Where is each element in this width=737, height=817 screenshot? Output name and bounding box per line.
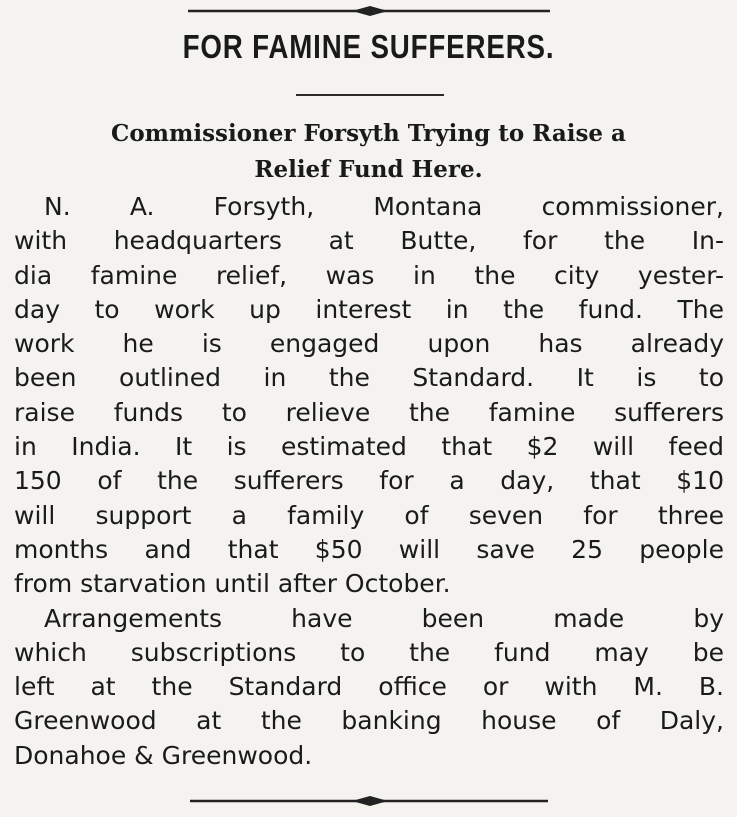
paragraph-1 (14, 190, 724, 602)
article-line: left at the Standard office or with M. B. (14, 672, 724, 702)
headline-divider (296, 94, 444, 96)
article-body (14, 190, 724, 773)
article-line: raise funds to relieve the famine sufferers (14, 397, 724, 427)
article-line: with headquarters at Butte, for the In- (14, 226, 724, 256)
article-line: day to work up interest in the fund. The (14, 294, 724, 324)
article-line: months and that $50 will save 25 people (14, 534, 724, 564)
headline: FOR FAMINE SUFFERERS. (182, 28, 555, 65)
article-line: 150 of the sufferers for a day, that $10 (14, 466, 724, 496)
subheadline (10, 116, 727, 188)
article-line: will support a family of seven for three (14, 500, 724, 530)
article-line: from starvation until after October. (14, 569, 451, 599)
article-line: work he is engaged upon has already (14, 329, 724, 359)
article-line: Greenwood at the banking house of Daly, (14, 706, 724, 736)
article-line: Donahoe & Greenwood. (14, 740, 313, 770)
top-decorative-rule (0, 4, 737, 18)
article-line: N. A. Forsyth, Montana commissioner, (44, 192, 724, 221)
article-line: which subscriptions to the fund may be (14, 637, 724, 667)
subheadline-line: Relief Fund Here. (254, 156, 483, 183)
bottom-decorative-rule (0, 794, 737, 808)
paragraph-2 (14, 602, 724, 773)
article-line: Arrangements have been made by (44, 603, 724, 633)
article-line: been outlined in the Standard. It is to (14, 363, 724, 393)
article-line: dia famine relief, was in the city yester- (14, 260, 724, 290)
subheadline-line: Commissioner Forsyth Trying to Raise a (111, 120, 626, 147)
article-line: in India. It is estimated that $2 will feed (14, 432, 724, 462)
